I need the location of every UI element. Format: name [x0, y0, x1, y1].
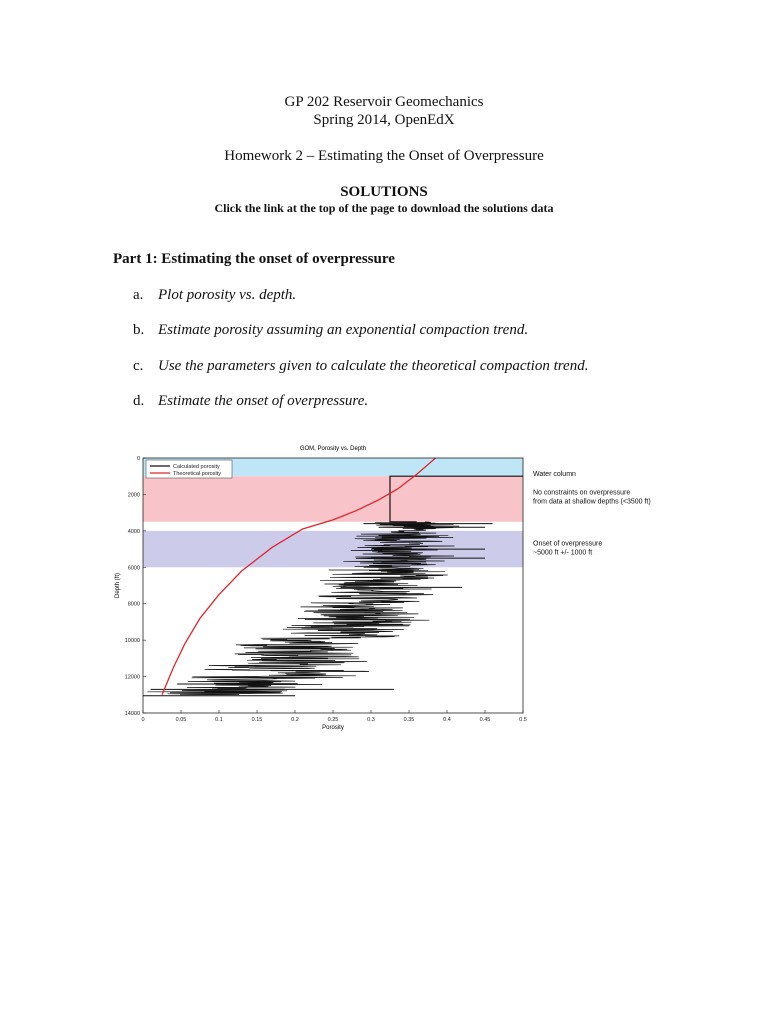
porosity-depth-chart	[105, 440, 665, 740]
annotation-water-column: Water column	[533, 471, 576, 479]
x-tick-label: 0.2	[291, 717, 299, 723]
question-letter: b.	[133, 322, 145, 338]
x-tick-label: 0.05	[175, 717, 187, 723]
x-tick-label: 0.4	[443, 717, 451, 723]
legend	[146, 460, 232, 478]
y-tick-label: 10000	[124, 638, 140, 645]
x-tick-label: 0	[141, 717, 145, 723]
legend-label: Theoretical porosity	[173, 471, 221, 477]
homework-title: Homework 2 – Estimating the Onset of Overpressure	[224, 148, 544, 164]
question-text: Estimate porosity assuming an exponential compaction trend.	[158, 322, 529, 338]
x-tick-label: 0.35	[403, 717, 415, 723]
y-tick-label: 14000	[124, 711, 140, 717]
question-letter: c.	[133, 358, 144, 374]
question-item-d	[133, 393, 368, 410]
y-tick-label: 12000	[124, 674, 140, 681]
x-tick-label: 0.1	[215, 717, 223, 723]
x-tick-label: 0.15	[251, 717, 263, 723]
x-tick-label: 0.3	[367, 717, 375, 723]
x-tick-label: 0.25	[327, 717, 339, 723]
y-tick-label: 0	[136, 456, 140, 462]
annotation-no-constraints: from data at shallow depths (<3500 ft)	[533, 498, 651, 506]
question-item-a	[133, 287, 296, 304]
solutions-heading: SOLUTIONS	[340, 184, 428, 200]
y-tick-label: 6000	[127, 565, 140, 572]
course-title: GP 202 Reservoir Geomechanics	[284, 94, 484, 110]
course-term: Spring 2014, OpenEdX	[313, 112, 455, 128]
question-letter: a.	[133, 287, 144, 303]
question-text: Plot porosity vs. depth.	[158, 287, 297, 303]
x-axis-label: Porosity	[322, 725, 344, 731]
annotation-no-constraints: No constraints on overpressure	[533, 489, 631, 497]
download-note: Click the link at the top of the page to download the solutions data	[214, 201, 554, 215]
y-axis-label: Depth (ft)	[115, 572, 121, 599]
x-tick-label: 0.5	[519, 717, 527, 723]
chart-title: GOM, Porosity vs. Depth	[299, 446, 367, 452]
annotations-layer	[533, 471, 651, 556]
question-text: Use the parameters given to calculate the theoretical compaction trend.	[158, 358, 589, 374]
question-item-b	[133, 322, 528, 339]
y-tick-label: 8000	[127, 601, 140, 608]
question-item-c	[133, 358, 588, 375]
x-tick-label: 0.45	[479, 717, 491, 723]
question-letter: d.	[133, 393, 145, 409]
annotation-onset: Onset of overpressure	[533, 540, 603, 548]
legend-label: Calculated porosity	[173, 464, 220, 470]
annotation-onset: ~5000 ft +/- 1000 ft	[533, 549, 593, 557]
question-text: Estimate the onset of overpressure.	[158, 393, 369, 409]
y-tick-label: 4000	[127, 528, 140, 535]
part1-title: Part 1: Estimating the onset of overpressure	[113, 251, 395, 267]
y-tick-label: 2000	[127, 492, 140, 499]
band-no-constraints	[143, 476, 523, 522]
